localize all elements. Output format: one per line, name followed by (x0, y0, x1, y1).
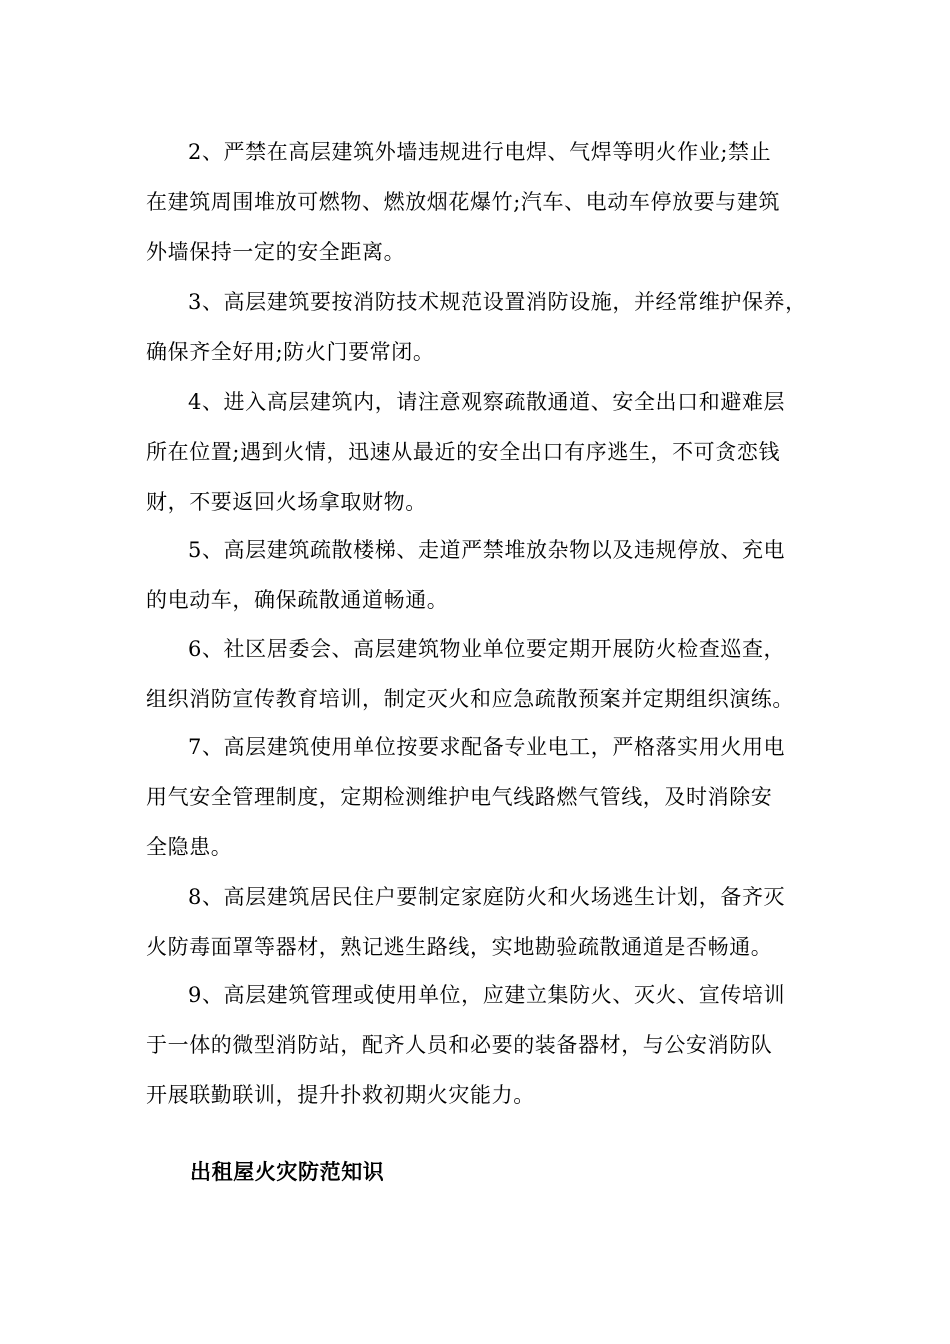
paragraph-item-9 (146, 970, 816, 1120)
section-heading: 出租屋火灾防范知识 (190, 1160, 385, 1184)
paragraph-line: 财，不要返回火场拿取财物。 (146, 490, 427, 514)
paragraph-line: 4、进入高层建筑内，请注意观察疏散通道、安全出口和避难层 (188, 390, 786, 414)
paragraph-item-3 (146, 277, 816, 377)
paragraph-line: 于一体的微型消防站，配齐人员和必要的装备器材，与公安消防队 (146, 1033, 773, 1057)
paragraph-line: 在建筑周围堆放可燃物、燃放烟花爆竹;汽车、电动车停放要与建筑 (146, 190, 781, 214)
paragraph-line: 2、严禁在高层建筑外墙违规进行电焊、气焊等明火作业;禁止 (188, 140, 772, 164)
paragraph-line: 5、高层建筑疏散楼梯、走道严禁堆放杂物以及违规停放、充电 (188, 538, 786, 562)
paragraph-item-5 (146, 525, 816, 625)
paragraph-item-2 (146, 127, 816, 277)
paragraph-line: 7、高层建筑使用单位按要求配备专业电工，严格落实用火用电 (188, 735, 786, 759)
paragraph-line: 外墙保持一定的安全距离。 (146, 240, 406, 264)
paragraph-line: 确保齐全好用;防火门要常闭。 (146, 340, 435, 364)
paragraph-line: 全隐患。 (146, 835, 233, 859)
paragraph-line: 开展联勤联训，提升扑救初期火灾能力。 (146, 1083, 535, 1107)
paragraph-line: 用气安全管理制度，定期检测维护电气线路燃气管线，及时消除安 (146, 785, 773, 809)
paragraph-line: 所在位置;遇到火情，迅速从最近的安全出口有序逃生，不可贪恋钱 (146, 440, 781, 464)
paragraph-line: 组织消防宣传教育培训，制定灭火和应急疏散预案并定期组织演练。 (146, 687, 794, 711)
paragraph-line: 火防毒面罩等器材，熟记逃生路线，实地勘验疏散通道是否畅通。 (146, 935, 773, 959)
paragraph-line: 8、高层建筑居民住户要制定家庭防火和火场逃生计划，备齐灭 (188, 885, 786, 909)
paragraph-item-7 (146, 722, 816, 872)
paragraph-line: 3、高层建筑要按消防技术规范设置消防设施，并经常维护保养， (188, 290, 807, 314)
paragraph-line: 6、社区居委会、高层建筑物业单位要定期开展防火检查巡查， (188, 637, 786, 661)
paragraph-item-8 (146, 872, 816, 972)
paragraph-line: 9、高层建筑管理或使用单位，应建立集防火、灭火、宣传培训 (188, 983, 786, 1007)
paragraph-item-6 (146, 624, 816, 724)
paragraph-line: 的电动车，确保疏散通道畅通。 (146, 588, 449, 612)
paragraph-item-4 (146, 377, 816, 527)
